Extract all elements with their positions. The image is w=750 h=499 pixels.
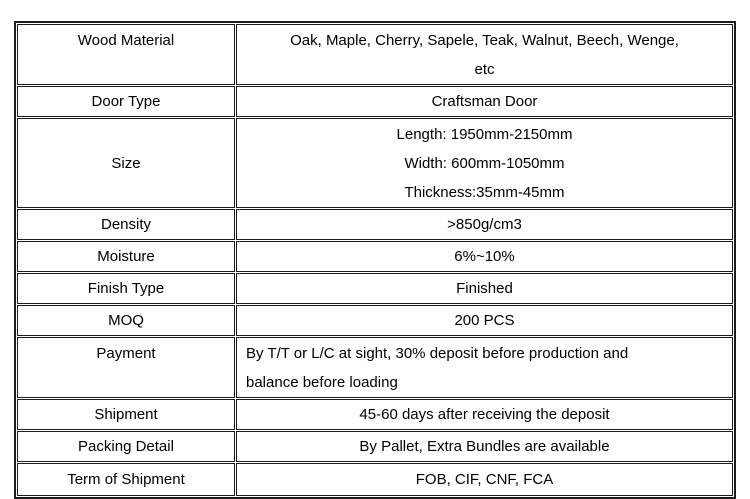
spec-value-line: Length: 1950mm-2150mm bbox=[396, 126, 573, 143]
spec-value-line: Width: 600mm-1050mm bbox=[404, 155, 565, 172]
spec-label: Shipment bbox=[94, 406, 158, 423]
spec-label: MOQ bbox=[108, 312, 144, 329]
spec-label-cell bbox=[17, 209, 235, 240]
table-row-size bbox=[17, 118, 733, 208]
table-row-density bbox=[17, 209, 733, 240]
spec-value-line: balance before loading bbox=[246, 374, 398, 391]
table-row-packing-detail bbox=[17, 431, 733, 462]
spec-label: Payment bbox=[96, 345, 156, 362]
spec-value-line: etc bbox=[474, 61, 495, 78]
spec-label-cell bbox=[17, 86, 235, 117]
table-row-term-of-shipment bbox=[17, 463, 733, 496]
spec-table-container bbox=[14, 21, 736, 499]
spec-value-line: Thickness:35mm-45mm bbox=[404, 184, 565, 201]
spec-label-cell bbox=[17, 241, 235, 272]
spec-label-cell bbox=[17, 24, 235, 85]
spec-label: Moisture bbox=[97, 248, 155, 265]
spec-value-line: >850g/cm3 bbox=[447, 216, 522, 233]
spec-label-cell bbox=[17, 463, 235, 496]
spec-label: Term of Shipment bbox=[67, 471, 185, 488]
table-row-moq bbox=[17, 305, 733, 336]
spec-value-line: Craftsman Door bbox=[431, 93, 538, 110]
spec-label: Packing Detail bbox=[78, 438, 174, 455]
spec-value-line: By Pallet, Extra Bundles are available bbox=[359, 438, 610, 455]
spec-value-line: 200 PCS bbox=[454, 312, 515, 329]
spec-value-line: Oak, Maple, Cherry, Sapele, Teak, Walnut, Beech, Wenge, bbox=[290, 32, 679, 49]
table-row-finish-type bbox=[17, 273, 733, 304]
spec-label: Density bbox=[100, 216, 152, 233]
table-row-shipment bbox=[17, 399, 733, 430]
spec-value-line: FOB, CIF, CNF, FCA bbox=[415, 471, 554, 488]
spec-label: Finish Type bbox=[87, 280, 165, 297]
spec-value-line: Finished bbox=[456, 280, 513, 297]
spec-label-cell bbox=[17, 399, 235, 430]
spec-label-cell bbox=[17, 118, 235, 208]
table-row-door-type bbox=[17, 86, 733, 117]
table-row-payment bbox=[17, 337, 733, 398]
spec-label-cell bbox=[17, 273, 235, 304]
spec-value-cell bbox=[236, 273, 733, 304]
spec-value-cell bbox=[236, 118, 733, 208]
spec-value-line: By T/T or L/C at sight, 30% deposit before production and bbox=[246, 345, 629, 362]
spec-label-cell bbox=[17, 337, 235, 398]
spec-value-cell bbox=[236, 209, 733, 240]
spec-value-line: 6%~10% bbox=[454, 248, 515, 265]
product-spec-table bbox=[14, 21, 736, 499]
table-row-moisture bbox=[17, 241, 733, 272]
spec-value-cell bbox=[236, 305, 733, 336]
spec-value-cell bbox=[236, 241, 733, 272]
spec-label-cell bbox=[17, 431, 235, 462]
spec-value-cell bbox=[236, 337, 733, 398]
table-row-wood-material bbox=[17, 24, 733, 85]
spec-label: Wood Material bbox=[77, 32, 175, 49]
spec-value-cell bbox=[236, 86, 733, 117]
spec-label-cell bbox=[17, 305, 235, 336]
spec-value-line: 45-60 days after receiving the deposit bbox=[359, 406, 610, 423]
spec-value-cell bbox=[236, 24, 733, 85]
spec-value-cell bbox=[236, 463, 733, 496]
spec-label: Size bbox=[111, 154, 141, 172]
spec-value-cell bbox=[236, 399, 733, 430]
spec-label: Door Type bbox=[91, 93, 161, 110]
spec-value-cell bbox=[236, 431, 733, 462]
